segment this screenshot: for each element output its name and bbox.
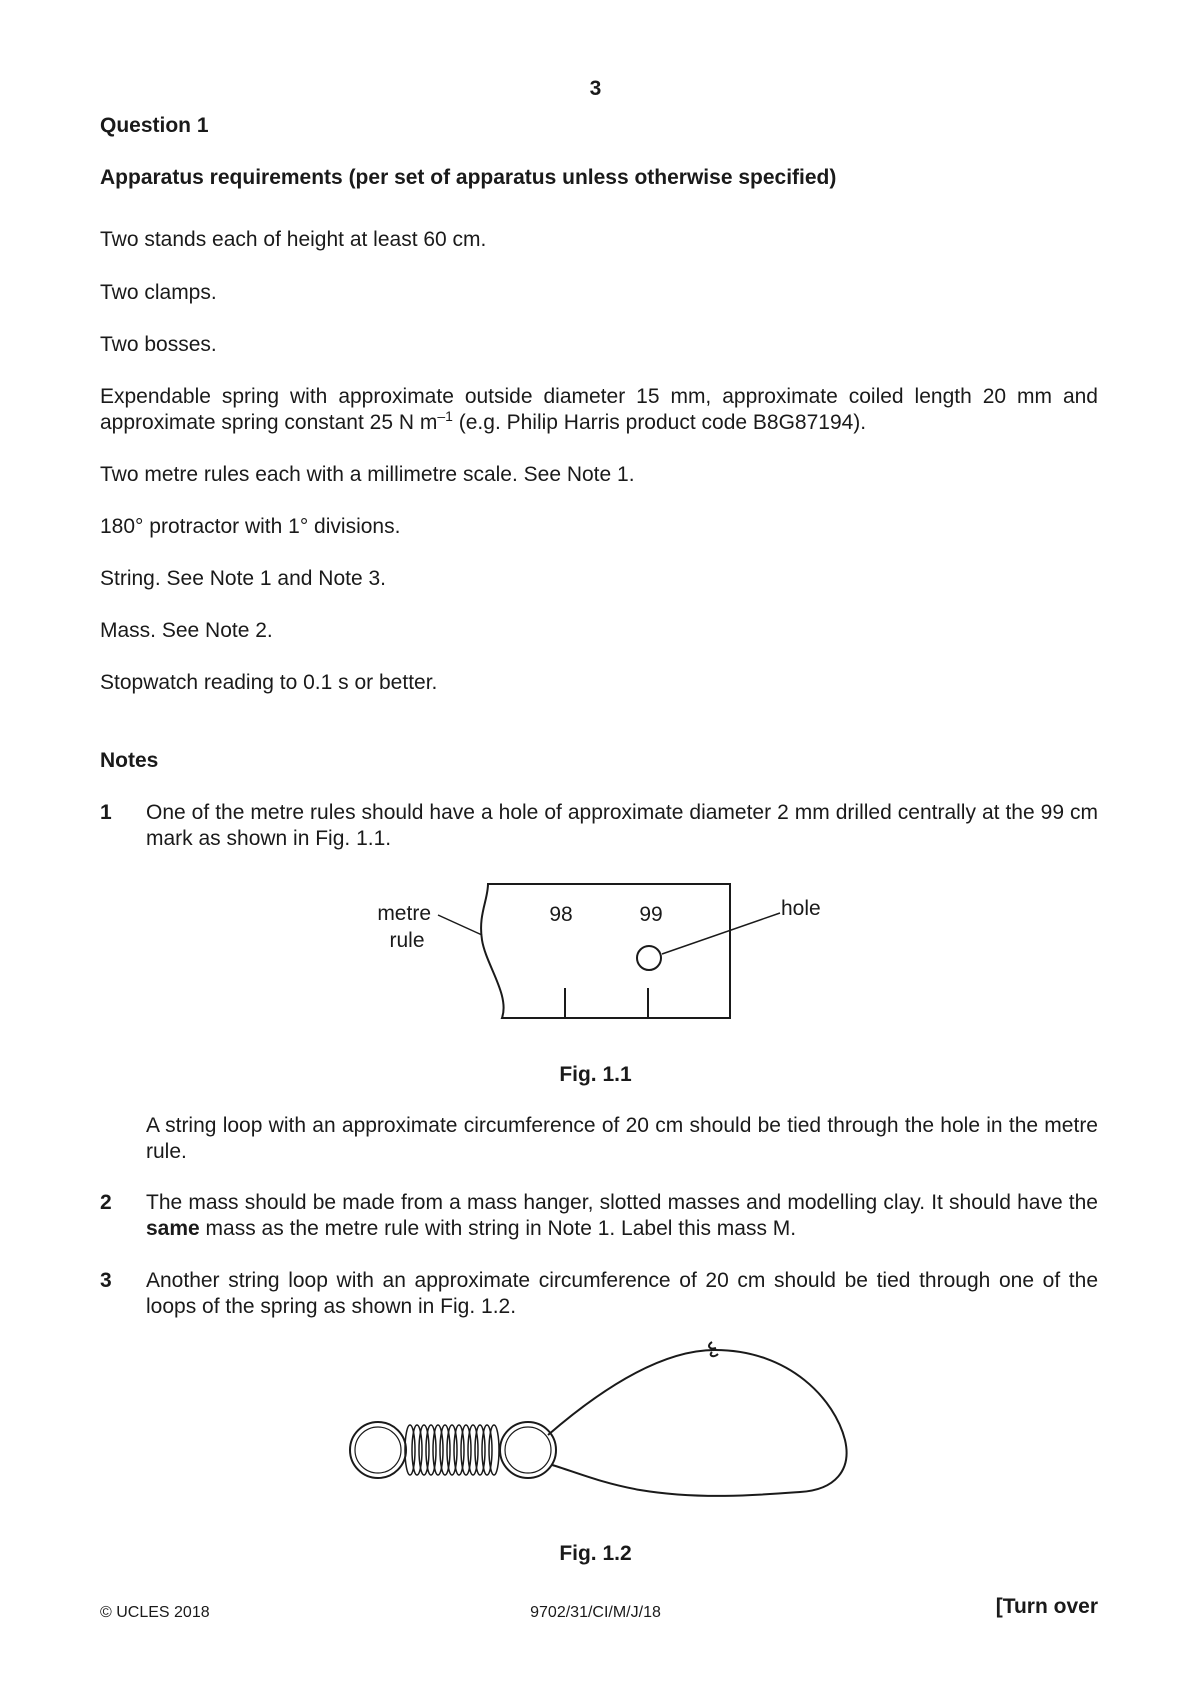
- tick-label-98: 98: [549, 903, 573, 926]
- notes-heading: Notes: [100, 749, 159, 772]
- spring-end-loop-left-inner: [355, 1427, 401, 1473]
- hole-circle: [637, 946, 661, 970]
- footer-paper-code: 9702/31/CI/M/J/18: [530, 1604, 661, 1621]
- note-2-number: 2: [100, 1191, 112, 1214]
- spring-text-end: (e.g. Philip Harris product code B8G87194).: [452, 411, 867, 434]
- note-1-text: One of the metre rules should have a hole of approximate diameter 2 mm drilled centrally at the 99 cm mark as shown in Fig. 1.1.: [146, 801, 1098, 850]
- metre-rule-leader-line: [438, 915, 482, 935]
- apparatus-heading: Apparatus requirements (per set of apparatus unless otherwise specified): [100, 166, 837, 189]
- apparatus-spring: [100, 384, 1098, 436]
- footer-copyright: © UCLES 2018: [100, 1604, 210, 1621]
- label-rule: rule: [389, 929, 425, 952]
- note-1-number: 1: [100, 801, 112, 824]
- figure-1-1-metre-rule: [0, 870, 1191, 1040]
- apparatus-string: String. See Note 1 and Note 3.: [100, 567, 387, 590]
- tick-label-99: 99: [639, 903, 663, 926]
- note-1-followup: A string loop with an approximate circumference of 20 cm should be tied through the hole in the metre rule.: [146, 1114, 1098, 1163]
- apparatus-stopwatch: Stopwatch reading to 0.1 s or better.: [100, 671, 438, 694]
- spring-coil: [489, 1425, 499, 1475]
- apparatus-stands: Two stands each of height at least 60 cm.: [100, 228, 487, 251]
- note-2-text: [146, 1190, 1098, 1242]
- note-2-bold: same: [146, 1217, 200, 1240]
- figure-1-1-caption: Fig. 1.1: [559, 1063, 632, 1086]
- note-3-text: Another string loop with an approximate circumference of 20 cm should be tied through one of the loops of the spring as shown in Fig. 1.2.: [146, 1269, 1098, 1318]
- turn-over-label: [Turn over: [995, 1595, 1098, 1618]
- figure-1-2-spring-loop: [0, 1340, 1191, 1520]
- spring-end-loop-left: [350, 1422, 406, 1478]
- spring-text: Expendable spring with approximate outside diameter 15 mm, approximate coiled length 20 mm and approximate spring constant 25 N m: [100, 385, 1098, 434]
- note-2-text-a: The mass should be made from a mass hanger, slotted masses and modelling clay. It should have the: [146, 1191, 1098, 1214]
- note-3-number: 3: [100, 1269, 112, 1292]
- metre-rule-outline: [481, 884, 730, 1018]
- apparatus-protractor: 180° protractor with 1° divisions.: [100, 515, 401, 538]
- spring-coils: [405, 1425, 499, 1475]
- page-number: 3: [589, 77, 602, 100]
- label-metre: metre: [377, 902, 431, 925]
- apparatus-clamps: Two clamps.: [100, 281, 217, 304]
- figure-1-2-caption: Fig. 1.2: [559, 1542, 632, 1565]
- spring-superscript: –1: [437, 408, 453, 424]
- apparatus-bosses: Two bosses.: [100, 333, 217, 356]
- label-hole: hole: [781, 897, 821, 920]
- apparatus-mass: Mass. See Note 2.: [100, 619, 273, 642]
- string-loop: [548, 1350, 847, 1496]
- hole-leader-line: [662, 913, 780, 954]
- spring-end-loop-right: [500, 1422, 556, 1478]
- question-heading: Question 1: [100, 114, 209, 137]
- apparatus-metre-rules: Two metre rules each with a millimetre scale. See Note 1.: [100, 463, 635, 486]
- note-2-text-b: mass as the metre rule with string in Note 1. Label this mass M.: [199, 1217, 797, 1240]
- spring-end-loop-right-inner: [505, 1427, 551, 1473]
